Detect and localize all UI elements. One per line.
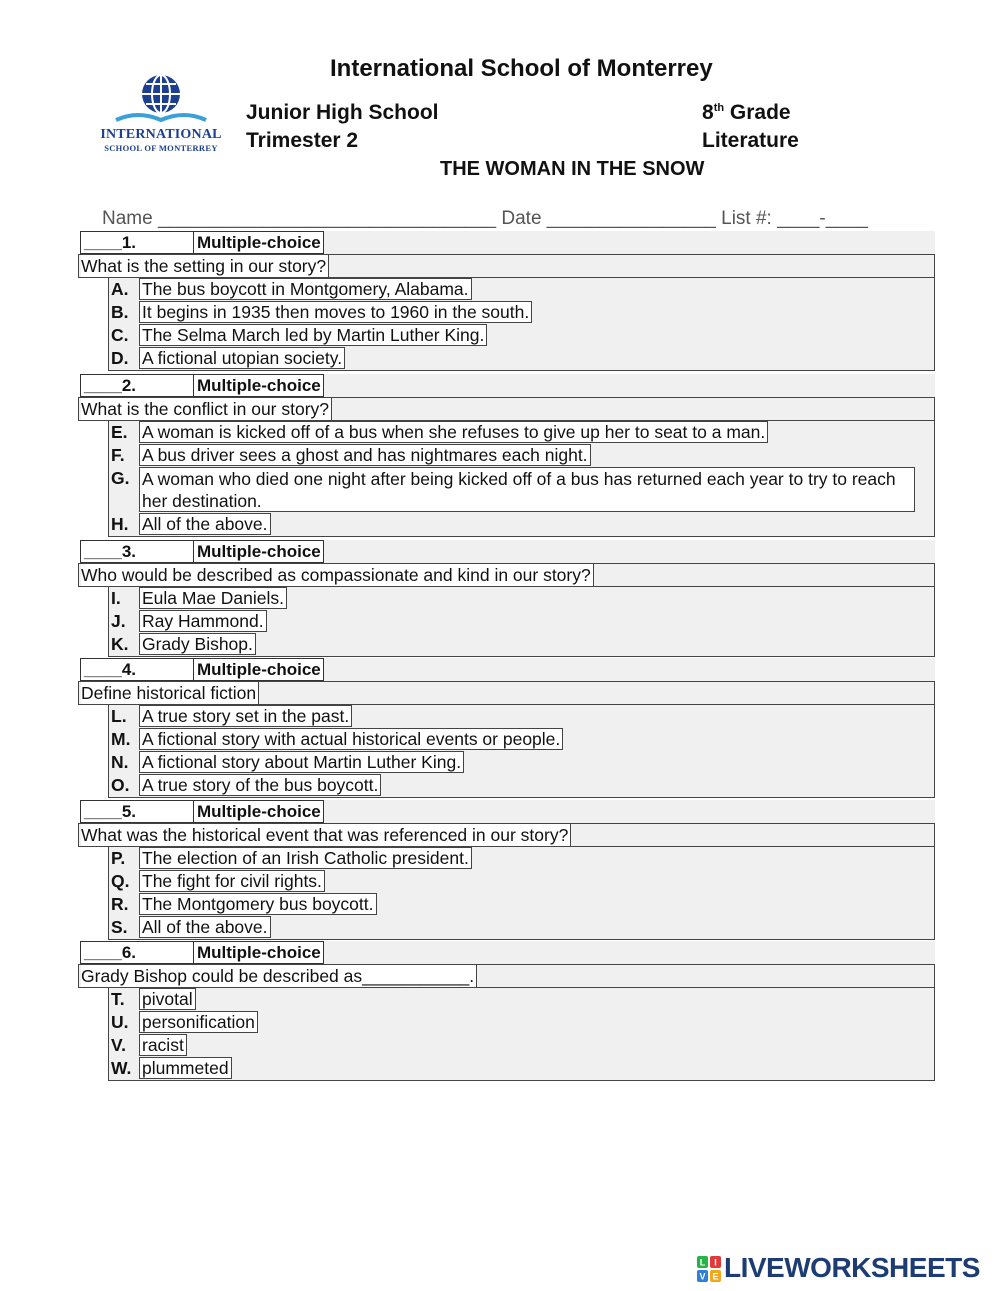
options-list — [108, 421, 935, 537]
option-letter: Q. — [111, 871, 130, 891]
grade-number: 8 — [702, 101, 714, 124]
option-text: pivotal — [139, 988, 196, 1010]
option-letter: A. — [111, 279, 129, 299]
option-text: personification — [139, 1011, 258, 1033]
question-prompt-row — [78, 397, 935, 421]
question-header — [78, 658, 935, 681]
option-letter: U. — [111, 1012, 129, 1032]
question-number: ____4. — [84, 660, 136, 679]
question-prompt-row — [78, 563, 935, 587]
logo-subtitle: SCHOOL OF MONTERREY — [104, 143, 218, 153]
options-list — [108, 988, 935, 1081]
option-text: A fictional story with actual historical events or people. — [139, 728, 563, 750]
question-number: ____3. — [84, 542, 136, 561]
option-item[interactable] — [109, 587, 934, 610]
option-item[interactable] — [109, 324, 934, 347]
option-letter: B. — [111, 302, 129, 322]
grade-label — [702, 101, 791, 125]
option-item[interactable] — [109, 610, 934, 633]
option-text: A bus driver sees a ghost and has nightmares each night. — [139, 444, 591, 466]
option-item[interactable] — [109, 916, 934, 939]
option-item[interactable] — [109, 847, 934, 870]
option-letter: D. — [111, 348, 129, 368]
school-name: International School of Monterrey — [330, 55, 713, 82]
option-letter: I. — [111, 588, 121, 608]
option-item[interactable] — [109, 444, 934, 467]
option-item[interactable] — [109, 870, 934, 893]
term-label: Trimester 2 — [246, 129, 359, 152]
question-type: Multiple-choice — [193, 658, 324, 681]
badge-letter: L — [699, 1257, 706, 1268]
question-number: ____1. — [84, 233, 136, 252]
option-item[interactable] — [109, 1057, 934, 1080]
option-letter: F. — [111, 445, 125, 465]
story-title: THE WOMAN IN THE SNOW — [440, 158, 705, 180]
option-item[interactable] — [109, 1011, 934, 1034]
option-text: A true story of the bus boycott. — [139, 774, 381, 796]
question-header — [78, 540, 935, 563]
question-number: ____2. — [84, 376, 136, 395]
option-letter: H. — [111, 514, 129, 534]
option-text: Eula Mae Daniels. — [139, 587, 287, 609]
option-item[interactable] — [109, 467, 934, 513]
subject-label: Literature — [702, 129, 799, 152]
option-text: The fight for civil rights. — [139, 870, 325, 892]
option-letter: G. — [111, 468, 130, 488]
option-text: It begins in 1935 then moves to 1960 in the south. — [139, 301, 532, 323]
option-item[interactable] — [109, 751, 934, 774]
question-type: Multiple-choice — [193, 941, 324, 964]
option-text: Grady Bishop. — [139, 633, 256, 655]
question-prompt: Define historical fiction — [81, 682, 259, 704]
option-item[interactable] — [109, 633, 934, 656]
option-text: A woman is kicked off of a bus when she refuses to give up her to seat to a man. — [139, 421, 768, 443]
liveworksheets-brand: LIVEWORKSHEETS — [724, 1252, 980, 1283]
grade-ordinal: th — [713, 102, 725, 114]
option-item[interactable] — [109, 988, 934, 1011]
option-text: A fictional utopian society. — [139, 347, 345, 369]
option-item[interactable] — [109, 1034, 934, 1057]
question-prompt: What is the conflict in our story? — [81, 398, 332, 420]
options-list — [108, 278, 935, 371]
option-text: A true story set in the past. — [139, 705, 352, 727]
question-type: Multiple-choice — [193, 374, 324, 397]
question-prompt-row — [78, 823, 935, 847]
question-type: Multiple-choice — [193, 231, 324, 254]
question-prompt: What was the historical event that was referenced in our story? — [81, 824, 571, 846]
badge-letter: I — [714, 1257, 717, 1268]
question-prompt: Grady Bishop could be described as___________. — [81, 965, 477, 987]
options-list — [108, 587, 935, 657]
option-letter: C. — [111, 325, 129, 345]
liveworksheets-badge-icon — [697, 1256, 721, 1282]
option-letter: V. — [111, 1035, 126, 1055]
option-letter: M. — [111, 729, 131, 749]
option-text: racist — [139, 1034, 187, 1056]
badge-letter: E — [712, 1271, 719, 1282]
option-letter: E. — [111, 422, 128, 442]
question-type: Multiple-choice — [193, 540, 324, 563]
option-item[interactable] — [109, 278, 934, 301]
option-letter: K. — [111, 634, 129, 654]
option-item[interactable] — [109, 513, 934, 536]
option-text: The bus boycott in Montgomery, Alabama. — [139, 278, 472, 300]
option-letter: N. — [111, 752, 129, 772]
question-number: ____5. — [84, 802, 136, 821]
option-letter: P. — [111, 848, 126, 868]
question-prompt-row — [78, 254, 935, 278]
question-prompt-row — [78, 681, 935, 705]
question-header — [78, 800, 935, 823]
option-text: The election of an Irish Catholic president. — [139, 847, 472, 869]
option-letter: S. — [111, 917, 128, 937]
option-letter: W. — [111, 1058, 132, 1078]
grade-word: Grade — [724, 101, 791, 124]
option-text: plummeted — [139, 1057, 232, 1079]
option-item[interactable] — [109, 421, 934, 444]
question-type: Multiple-choice — [193, 800, 324, 823]
student-info-line: Name ________________________________ Date ________________ List #: ____-____ — [102, 208, 868, 229]
options-list — [108, 705, 935, 798]
division-label: Junior High School — [246, 101, 439, 124]
option-item[interactable] — [109, 301, 934, 324]
option-text: The Montgomery bus boycott. — [139, 893, 377, 915]
badge-letter: V — [699, 1271, 706, 1282]
logo-wordmark: INTERNATIONAL — [100, 127, 222, 142]
option-text: The Selma March led by Martin Luther King. — [139, 324, 487, 346]
question-prompt: What is the setting in our story? — [81, 255, 329, 277]
question-header — [78, 374, 935, 397]
option-letter: L. — [111, 706, 127, 726]
option-text: All of the above. — [139, 513, 271, 535]
option-letter: O. — [111, 775, 130, 795]
option-item[interactable] — [109, 728, 934, 751]
question-prompt-row — [78, 964, 935, 988]
question-number: ____6. — [84, 943, 136, 962]
option-text: A fictional story about Martin Luther King. — [139, 751, 464, 773]
option-letter: T. — [111, 989, 125, 1009]
option-item[interactable] — [109, 893, 934, 916]
options-list — [108, 847, 935, 940]
option-text: A woman who died one night after being kicked off of a bus has returned each year to try to reach her destination. — [139, 467, 915, 512]
question-header — [78, 941, 935, 964]
option-item[interactable] — [109, 347, 934, 370]
option-text: Ray Hammond. — [139, 610, 267, 632]
question-prompt: Who would be described as compassionate and kind in our story? — [81, 564, 594, 586]
option-letter: R. — [111, 894, 129, 914]
option-letter: J. — [111, 611, 126, 631]
option-item[interactable] — [109, 705, 934, 728]
option-item[interactable] — [109, 774, 934, 797]
question-header — [78, 231, 935, 254]
option-text: All of the above. — [139, 916, 271, 938]
